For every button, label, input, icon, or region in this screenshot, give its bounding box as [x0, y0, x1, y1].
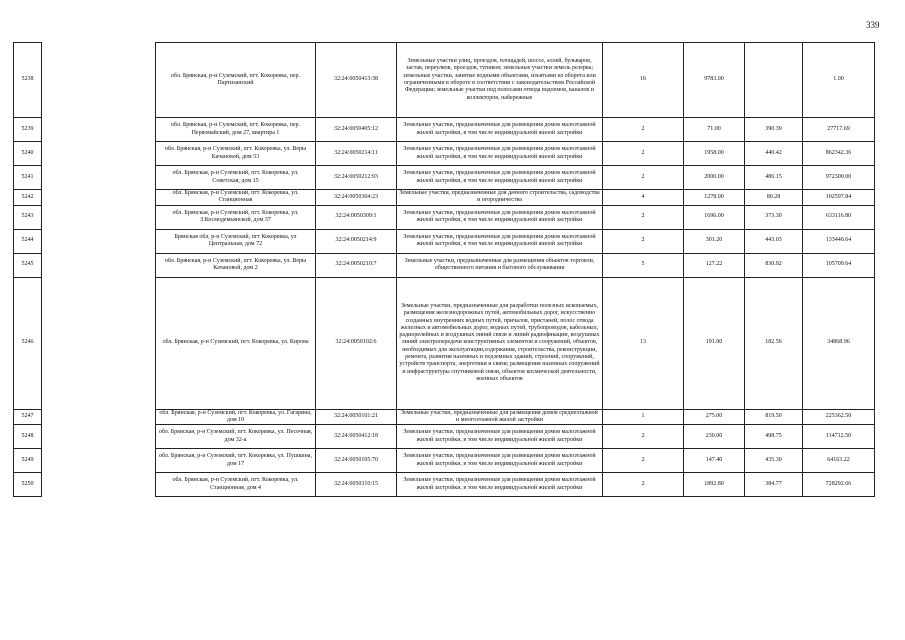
- land-purpose-cell: Земельные участки улиц, проездов, площадей, шоссе, аллей, бульваров, застав, переулков, проездов, тупиков; земельные участки земель резерва; земельные участки, занятые водными объектами, изъятыми из оборота или ограниченными в обороте в соответствии с законодательством Российской Федерации; земельные участки под полосами отвода водоемов, каналов и коллекторов, набережные: [397, 43, 603, 118]
- gap-cell: [42, 118, 156, 142]
- rate-cell: 498.75: [745, 425, 803, 449]
- cadastral-number-cell: 32:24:0050105:70: [316, 449, 397, 473]
- area-cell: 1958.00: [684, 142, 745, 166]
- group-cell: 2: [603, 166, 684, 190]
- table-row: [14, 277, 875, 409]
- rate-cell: 182.56: [745, 277, 803, 409]
- cadastral-value-cell: 105709.64: [803, 253, 875, 277]
- gap-cell: [42, 190, 156, 206]
- cadastral-number-cell: 32:24:0050309:1: [316, 205, 397, 229]
- group-cell: 2: [603, 229, 684, 253]
- cadastral-number-cell: 32:24:0050304:23: [316, 190, 397, 206]
- group-cell: 2: [603, 205, 684, 229]
- rate-cell: 390.39: [745, 118, 803, 142]
- address-cell: обл. Брянская, р-н Суземский, пгт. Кокоревка, ул. Веры Качановой, дом 2: [156, 253, 316, 277]
- area-cell: 147.40: [684, 449, 745, 473]
- cadastral-number-cell: 32:24:0050212:93: [316, 166, 397, 190]
- row-number: 5241: [14, 166, 42, 190]
- row-number: 5248: [14, 425, 42, 449]
- cadastral-value-cell: 133440.64: [803, 229, 875, 253]
- land-purpose-cell: Земельные участки, предназначенные для дачного строительства, садоводства и огородничества: [397, 190, 603, 206]
- gap-cell: [42, 409, 156, 425]
- address-cell: обл. Брянская, р-н Суземский, пгт. Кокоревка, ул. Станционная: [156, 190, 316, 206]
- land-purpose-cell: Земельные участки, предназначенные для размещения домов малоэтажной жилой застройки, в том числе индивидуальной жилой застройки: [397, 229, 603, 253]
- address-cell: обл. Брянская, р-н Суземский, пгт. Кокоревка, ул. Веры Качановой, дом 53: [156, 142, 316, 166]
- rate-cell: 440.42: [745, 142, 803, 166]
- group-cell: 2: [603, 425, 684, 449]
- area-cell: 301.20: [684, 229, 745, 253]
- table-row: [14, 190, 875, 206]
- table-row: [14, 473, 875, 497]
- cadastral-number-cell: 32:24:0050310:15: [316, 473, 397, 497]
- cadastral-value-cell: 225362.50: [803, 409, 875, 425]
- area-cell: 275.00: [684, 409, 745, 425]
- land-purpose-cell: Земельные участки, предназначенные для разработки полезных ископаемых, размещения железнодорожных путей, автомобильных дорог, искусственно созданных внутренних водных путей, причалов, пристаней, полос отвода железных и автомобильных дорог, водных путей, трубопроводов, кабельных, радиорелейных и воздушных линий связи и линий радиофикации, воздушных линий электропередачи конструктивных элементов и сооружений, объектов, необходимых для эксплуатации,содержания, строительства, реконструкции, ремонта, развития наземных и подземных зданий, строений, сооружений, устройств транспорта, энергетики и связи; размещения наземных сооружений и инфраструктуры спутниковой связи, объектов космической деятельности, военных объектов: [397, 277, 603, 409]
- rate-cell: 384.77: [745, 473, 803, 497]
- address-cell: Брянская обл, р-н Суземский, пгт Кокоревка, ул Центральная, дом 72: [156, 229, 316, 253]
- rate-cell: 819.50: [745, 409, 803, 425]
- area-cell: 1696.00: [684, 205, 745, 229]
- gap-cell: [42, 449, 156, 473]
- cadastral-number-cell: 32:24:0050405:12: [316, 118, 397, 142]
- cadastral-value-cell: 114712.50: [803, 425, 875, 449]
- address-cell: обл. Брянская, р-н Суземский, пгт. Кокоревка, ул. Песочная, дом 32-а: [156, 425, 316, 449]
- area-cell: 230.00: [684, 425, 745, 449]
- cadastral-value-cell: 728292.66: [803, 473, 875, 497]
- rate-cell: [745, 43, 803, 118]
- address-cell: обл. Брянская, р-н Суземский, пгт. Кокоревка, ул. Пушкина, дом 17: [156, 449, 316, 473]
- gap-cell: [42, 205, 156, 229]
- land-purpose-cell: Земельные участки, предназначенные для размещения домов малоэтажной жилой застройки, в том числе индивидуальной жилой застройки: [397, 425, 603, 449]
- area-cell: 2000.00: [684, 166, 745, 190]
- table-body: [14, 43, 875, 497]
- cadastral-value-cell: 34868.96: [803, 277, 875, 409]
- table-row: [14, 142, 875, 166]
- area-cell: 71.00: [684, 118, 745, 142]
- rate-cell: 435.30: [745, 449, 803, 473]
- cadastral-value-cell: 64163.22: [803, 449, 875, 473]
- land-purpose-cell: Земельные участки, предназначенные для размещения домов малоэтажной жилой застройки, в том числе индивидуальной жилой застройки: [397, 142, 603, 166]
- area-cell: 1892.80: [684, 473, 745, 497]
- group-cell: 2: [603, 118, 684, 142]
- group-cell: 2: [603, 473, 684, 497]
- land-purpose-cell: Земельные участки, предназначенные для размещения домов малоэтажной жилой застройки, в том числе индивидуальной жилой застройки: [397, 166, 603, 190]
- page-number: 339: [866, 20, 880, 30]
- cadastral-value-cell: 972300.00: [803, 166, 875, 190]
- table-row: [14, 118, 875, 142]
- table-row: [14, 409, 875, 425]
- group-cell: 2: [603, 142, 684, 166]
- gap-cell: [42, 166, 156, 190]
- address-cell: обл. Брянская, р-н Суземский, пгт. Кокоревка, ул. З.Космодемьянской, дом 37: [156, 205, 316, 229]
- cadastral-number-cell: 32:24:0050102:6: [316, 277, 397, 409]
- address-cell: обл. Брянская, р-н Суземский, пгт. Кокоревка, ул. Советская, дом 15: [156, 166, 316, 190]
- rate-cell: 443.03: [745, 229, 803, 253]
- cadastral-number-cell: 32:24:0050210:7: [316, 253, 397, 277]
- cadastral-number-cell: 32:24:0050101:21: [316, 409, 397, 425]
- cadastral-number-cell: 32:24:0050214:9: [316, 229, 397, 253]
- table-row: [14, 425, 875, 449]
- row-number: 5247: [14, 409, 42, 425]
- gap-cell: [42, 43, 156, 118]
- cadastral-value-cell: 102597.84: [803, 190, 875, 206]
- area-cell: 9783.00: [684, 43, 745, 118]
- group-cell: 1: [603, 409, 684, 425]
- cadastral-value-cell: 1.00: [803, 43, 875, 118]
- rate-cell: 373.30: [745, 205, 803, 229]
- address-cell: обл. Брянская, р-н Суземский, пгт. Кокоревка, ул. Станционная, дом 4: [156, 473, 316, 497]
- cadastral-value-cell: 27717.69: [803, 118, 875, 142]
- land-register-table: [13, 42, 875, 497]
- land-purpose-cell: Земельные участки, предназначенные для размещения домов малоэтажной жилой застройки, в том числе индивидуальной жилой застройки: [397, 118, 603, 142]
- land-purpose-cell: Земельные участки, предназначенные для размещения домов среднеэтажной и многоэтажной жилой застройки: [397, 409, 603, 425]
- group-cell: 4: [603, 190, 684, 206]
- row-number: 5246: [14, 277, 42, 409]
- gap-cell: [42, 473, 156, 497]
- table-row: [14, 166, 875, 190]
- row-number: 5239: [14, 118, 42, 142]
- cadastral-value-cell: 862342.36: [803, 142, 875, 166]
- land-purpose-cell: Земельные участки, предназначенные для размещения объектов торговли, общественного питания и бытового обслуживания: [397, 253, 603, 277]
- address-cell: обл. Брянская, р-н Суземский, пгт. Кокоревка, ул. Кирова: [156, 277, 316, 409]
- address-cell: обл. Брянская, р-н Суземский, пгт. Кокоревка, ул. Гагарина, дом 10: [156, 409, 316, 425]
- row-number: 5245: [14, 253, 42, 277]
- row-number: 5243: [14, 205, 42, 229]
- address-cell: обл. Брянская, р-н Суземский, пгт. Кокоревка, пер. Партизанский: [156, 43, 316, 118]
- gap-cell: [42, 253, 156, 277]
- cadastral-value-cell: 633116.80: [803, 205, 875, 229]
- group-cell: 16: [603, 43, 684, 118]
- table-row: [14, 449, 875, 473]
- gap-cell: [42, 277, 156, 409]
- land-purpose-cell: Земельные участки, предназначенные для размещения домов малоэтажной жилой застройки, в том числе индивидуальной жилой застройки: [397, 449, 603, 473]
- group-cell: 5: [603, 253, 684, 277]
- gap-cell: [42, 142, 156, 166]
- cadastral-number-cell: 32:24:0050413:38: [316, 43, 397, 118]
- rate-cell: 80.28: [745, 190, 803, 206]
- row-number: 5244: [14, 229, 42, 253]
- cadastral-number-cell: 32:24:0050214:11: [316, 142, 397, 166]
- group-cell: 13: [603, 277, 684, 409]
- land-purpose-cell: Земельные участки, предназначенные для размещения домов малоэтажной жилой застройки, в том числе индивидуальной жилой застройки: [397, 473, 603, 497]
- row-number: 5250: [14, 473, 42, 497]
- area-cell: 127.22: [684, 253, 745, 277]
- cadastral-number-cell: 32:24:0050412:18: [316, 425, 397, 449]
- area-cell: 1278.00: [684, 190, 745, 206]
- rate-cell: 830.92: [745, 253, 803, 277]
- area-cell: 191.00: [684, 277, 745, 409]
- land-purpose-cell: Земельные участки, предназначенные для размещения домов малоэтажной жилой застройки, в том числе индивидуальной жилой застройки: [397, 205, 603, 229]
- row-number: 5249: [14, 449, 42, 473]
- row-number: 5238: [14, 43, 42, 118]
- gap-cell: [42, 425, 156, 449]
- table-row: [14, 205, 875, 229]
- row-number: 5242: [14, 190, 42, 206]
- group-cell: 2: [603, 449, 684, 473]
- gap-cell: [42, 229, 156, 253]
- table-row: [14, 43, 875, 118]
- table-row: [14, 253, 875, 277]
- address-cell: обл. Брянская, р-н Суземский, пгт. Кокоревка, пер. Первомайский, дом 27, квартира 1: [156, 118, 316, 142]
- rate-cell: 486.15: [745, 166, 803, 190]
- table-row: [14, 229, 875, 253]
- row-number: 5240: [14, 142, 42, 166]
